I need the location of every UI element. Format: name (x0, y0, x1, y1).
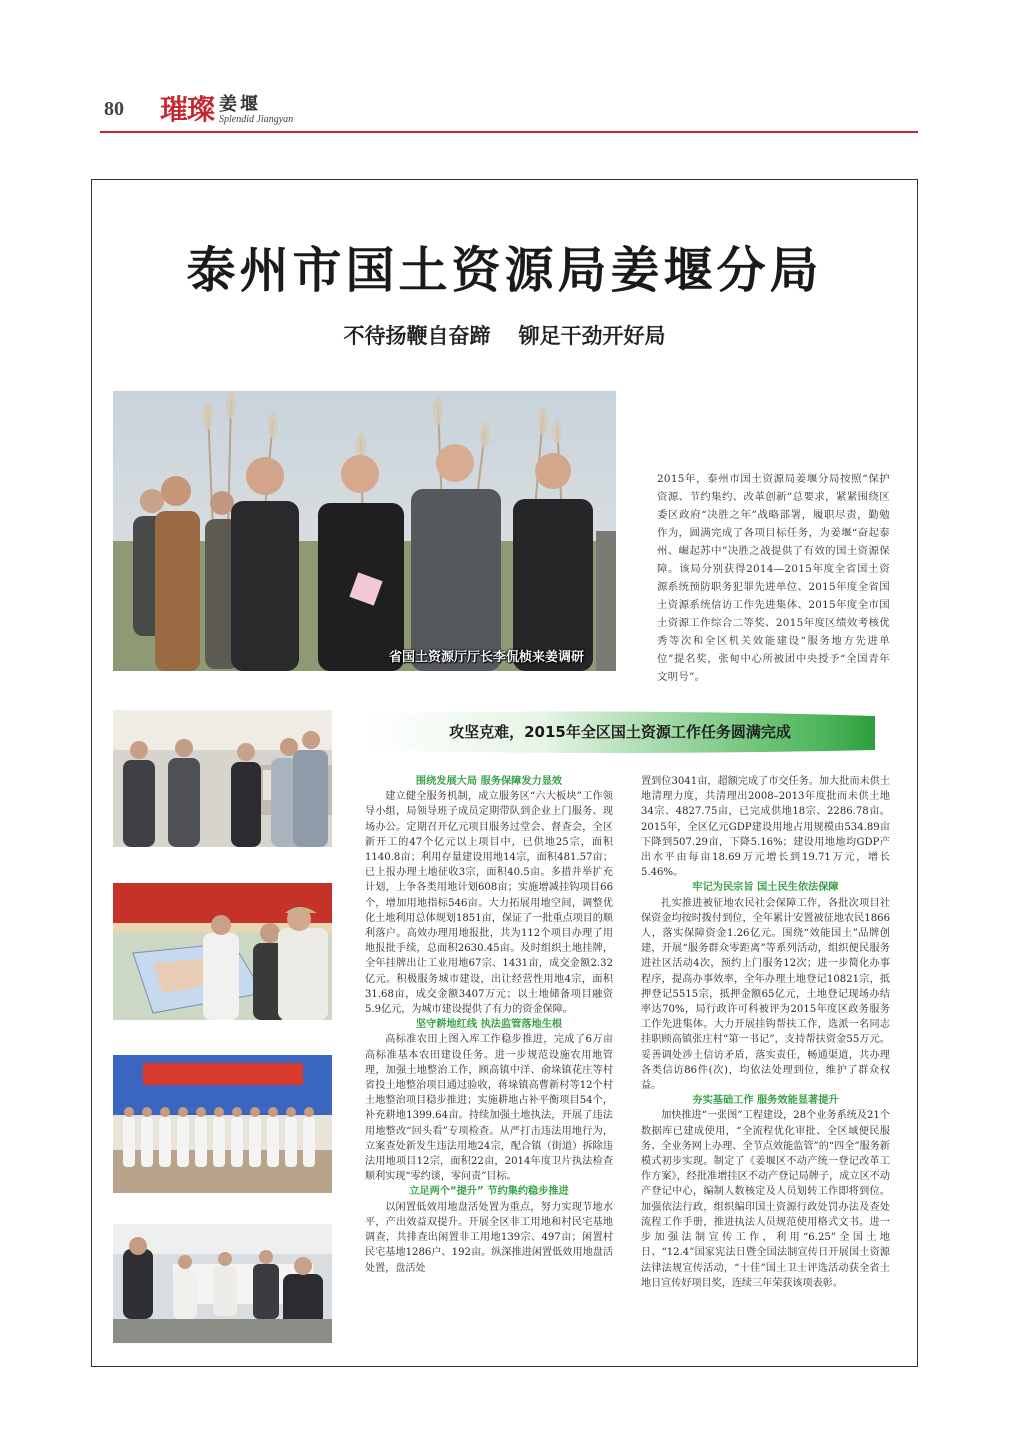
magazine-brand-cn: 姜堰 (219, 94, 261, 115)
section-heading: 坚守耕地红线 执法监管落地生根 (415, 1019, 563, 1031)
body-paragraph: 加快推进“一张图”工程建设，28个业务系统及21个数据库已建成使用，“全流程优化审批、全区域便民服务、全业务网上办理、全节点效能监管”的“四全”服务新模式初步实现。制定了《姜堰区不动产统一登记改革工作方案》，经批准增挂区不动产登记局牌子，成立区不动产登记中心，编制人数核定及人员划转工作即将到位。加强依法行政，组织编印国土资源行政处罚办法及查处流程工作手册，推进执法人员规范使用格式文书。进一步加强法制宣传工作，利用“6.25”全国土地日、“12.4”国家宪法日暨全国法制宣传日开展国土资源法律法规宣传活动，“十佳”国土卫士评选活动获全省土地日宣传好项目奖，连续三年荣获该项表彰。 (641, 1110, 890, 1289)
body-column-2 (641, 774, 890, 1352)
body-paragraph: 高标准农田上图入库工作稳步推进，完成了6万亩高标准基本农田建设任务。进一步规范设施农用地管理，加强土地整治工作，顾高镇中洋、俞垛镇花庄等村省投土地整治项目通过验收，蒋垛镇高曹新村等12个村土地整治项目稳步推进；实施耕地占补平衡项目54个，补充耕地1399.64亩。持续加强土地执法，开展了违法用地整改“回头看”专项检查。从严打击违法用地行为，立案查处新发生违法用地24宗，配合镇（街道）拆除违法用地项目12宗，面积22亩，2014年度卫片执法检查顺利实现“零约谈，零问责”目标。 (365, 1034, 613, 1183)
photo-service-hall (113, 710, 332, 847)
body-paragraph: 以闲置低效用地盘活处置为重点，努力实现节地水平，产出效益双提升。开展全区非工用地和村民宅基地调查，共排查出闲置非工用地139宗、497亩；闲置村民宅基地1286户、192亩。纵深推进闲置低效用地盘活处置，盘活处 (365, 1201, 613, 1274)
main-photo-caption: 省国土资源厅厅长李侃桢来姜调研 (389, 650, 585, 665)
body-paragraph: 扎实推进被征地农民社会保障工作，各批次项目社保资金均按时拨付到位，全年累计安置被征地农民1866人，落实保障资金1.26亿元。围绕“效能国土”品牌创建，开展“服务群众零距离”等系列活动，组织便民服务进社区活动4次，预约上门服务12次；进一步简化办事程序，提高办事效率，全年办理土地登记10821宗，抵押登记5515宗，抵押金额65亿元，土地登记现场办结率达70%，局行政许可科被评为2015年度区政务服务工作先进集体。大力开展挂钩帮扶工作，选派一名同志挂职顾高镇张庄村“第一书记”，支持帮扶资金55万元。妥善调处涉土信访矛盾，落实责任，畅通渠道，共办理各类信访86件(次)，均依法处理到位，维护了群众权益。 (641, 897, 890, 1092)
body-column-1 (365, 774, 613, 1352)
intro-paragraph: 2015年，泰州市国土资源局姜堰分局按照“保护资源、节约集约、改革创新”总要求，紧紧围绕区委区政府“决胜之年”战略部署，履职尽责，勤勉作为，圆满完成了各项目标任务，为姜堰“奋起泰州、崛起苏中”决胜之战提供了有效的国土资源保障。该局分别获得2014—2015年度全省国土资源系统预防职务犯罪先进单位、2015年度全省国土资源系统信访工作先进集体、2015年度全市国土资源工作综合二等奖、2015年度区绩效考核优秀等次和全区机关效能建设“服务地方先进单位”提名奖，张甸中心所被团中央授予“全国青年文明号”。 (657, 473, 890, 683)
header-divider (100, 131, 918, 133)
photo-award-group (113, 1055, 332, 1193)
photo-meeting (113, 1224, 332, 1343)
subtitle-left: 不待扬鞭自奋蹄 (343, 323, 491, 348)
section-heading: 立足两个“提升” 节约集约稳步推进 (409, 1186, 569, 1198)
article-title: 泰州市国土资源局姜堰分局 (186, 242, 823, 299)
body-paragraph-continued: 置到位3041亩，超额完成了市交任务。加大批而未供土地清理力度，共清理出2008–2013年度批而未供土地34宗、4827.75亩，已完成供地18宗、2286.78亩。2015年，全区亿元GDP建设用地占用规模由534.89亩下降到507.29亩，下降5.16%；建设用地地均GDP产出水平由每亩18.69万元增长到19.71万元，增长5.46%。 (641, 776, 890, 879)
main-photo (113, 391, 616, 671)
section-heading: 围绕发展大局 服务保障发力显效 (415, 776, 563, 787)
body-paragraph: 建立健全服务机制，成立服务区“六大板块”工作领导小组，局领导班子成员定期带队到企业上门服务、现场办公。定期召开亿元项目服务过堂会、督查会，全区新开工的47个亿元以上项目中，已供地25宗，面积1140.8亩；利用存量建设用地14宗，面积481.57亩；已上报办理土地征收3宗，面积40.5亩。多措并举扩充计划，上争各类用地计划608亩；实施增减挂钩项目66个，增加用地指标546亩。大力拓展用地空间，调整优化土地利用总体规划1851亩，保证了一批重点项目的顺利落户。高效办理用地报批，共为112个项目办理了用地报批手续，总面积2630.45亩。及时组织土地挂牌，全年挂牌出让工业用地67宗、1431亩，成交金额2.32亿元。积极服务城市建设，出让经营性用地4宗，面积31.68亩，成交金额3407万元；以土地储备项目融资5.9亿元，为城市建设提供了有力的资金保障。 (365, 791, 613, 1016)
magazine-brand-en: Splendid Jiangyan (219, 114, 294, 125)
section-heading: 夯实基础工作 服务效能显著提升 (692, 1095, 839, 1107)
article-subtitle (92, 320, 917, 350)
section-banner-title: 攻坚克难，2015年全区国土资源工作任务圆满完成 (449, 723, 791, 741)
page-number: 80 (104, 98, 124, 120)
photo-survey-map (113, 883, 332, 1020)
subtitle-right: 铆足干劲开好局 (518, 323, 666, 348)
magazine-logo: 璀璨 (160, 93, 215, 126)
section-heading: 牢记为民宗旨 国土民生依法保障 (692, 882, 839, 894)
